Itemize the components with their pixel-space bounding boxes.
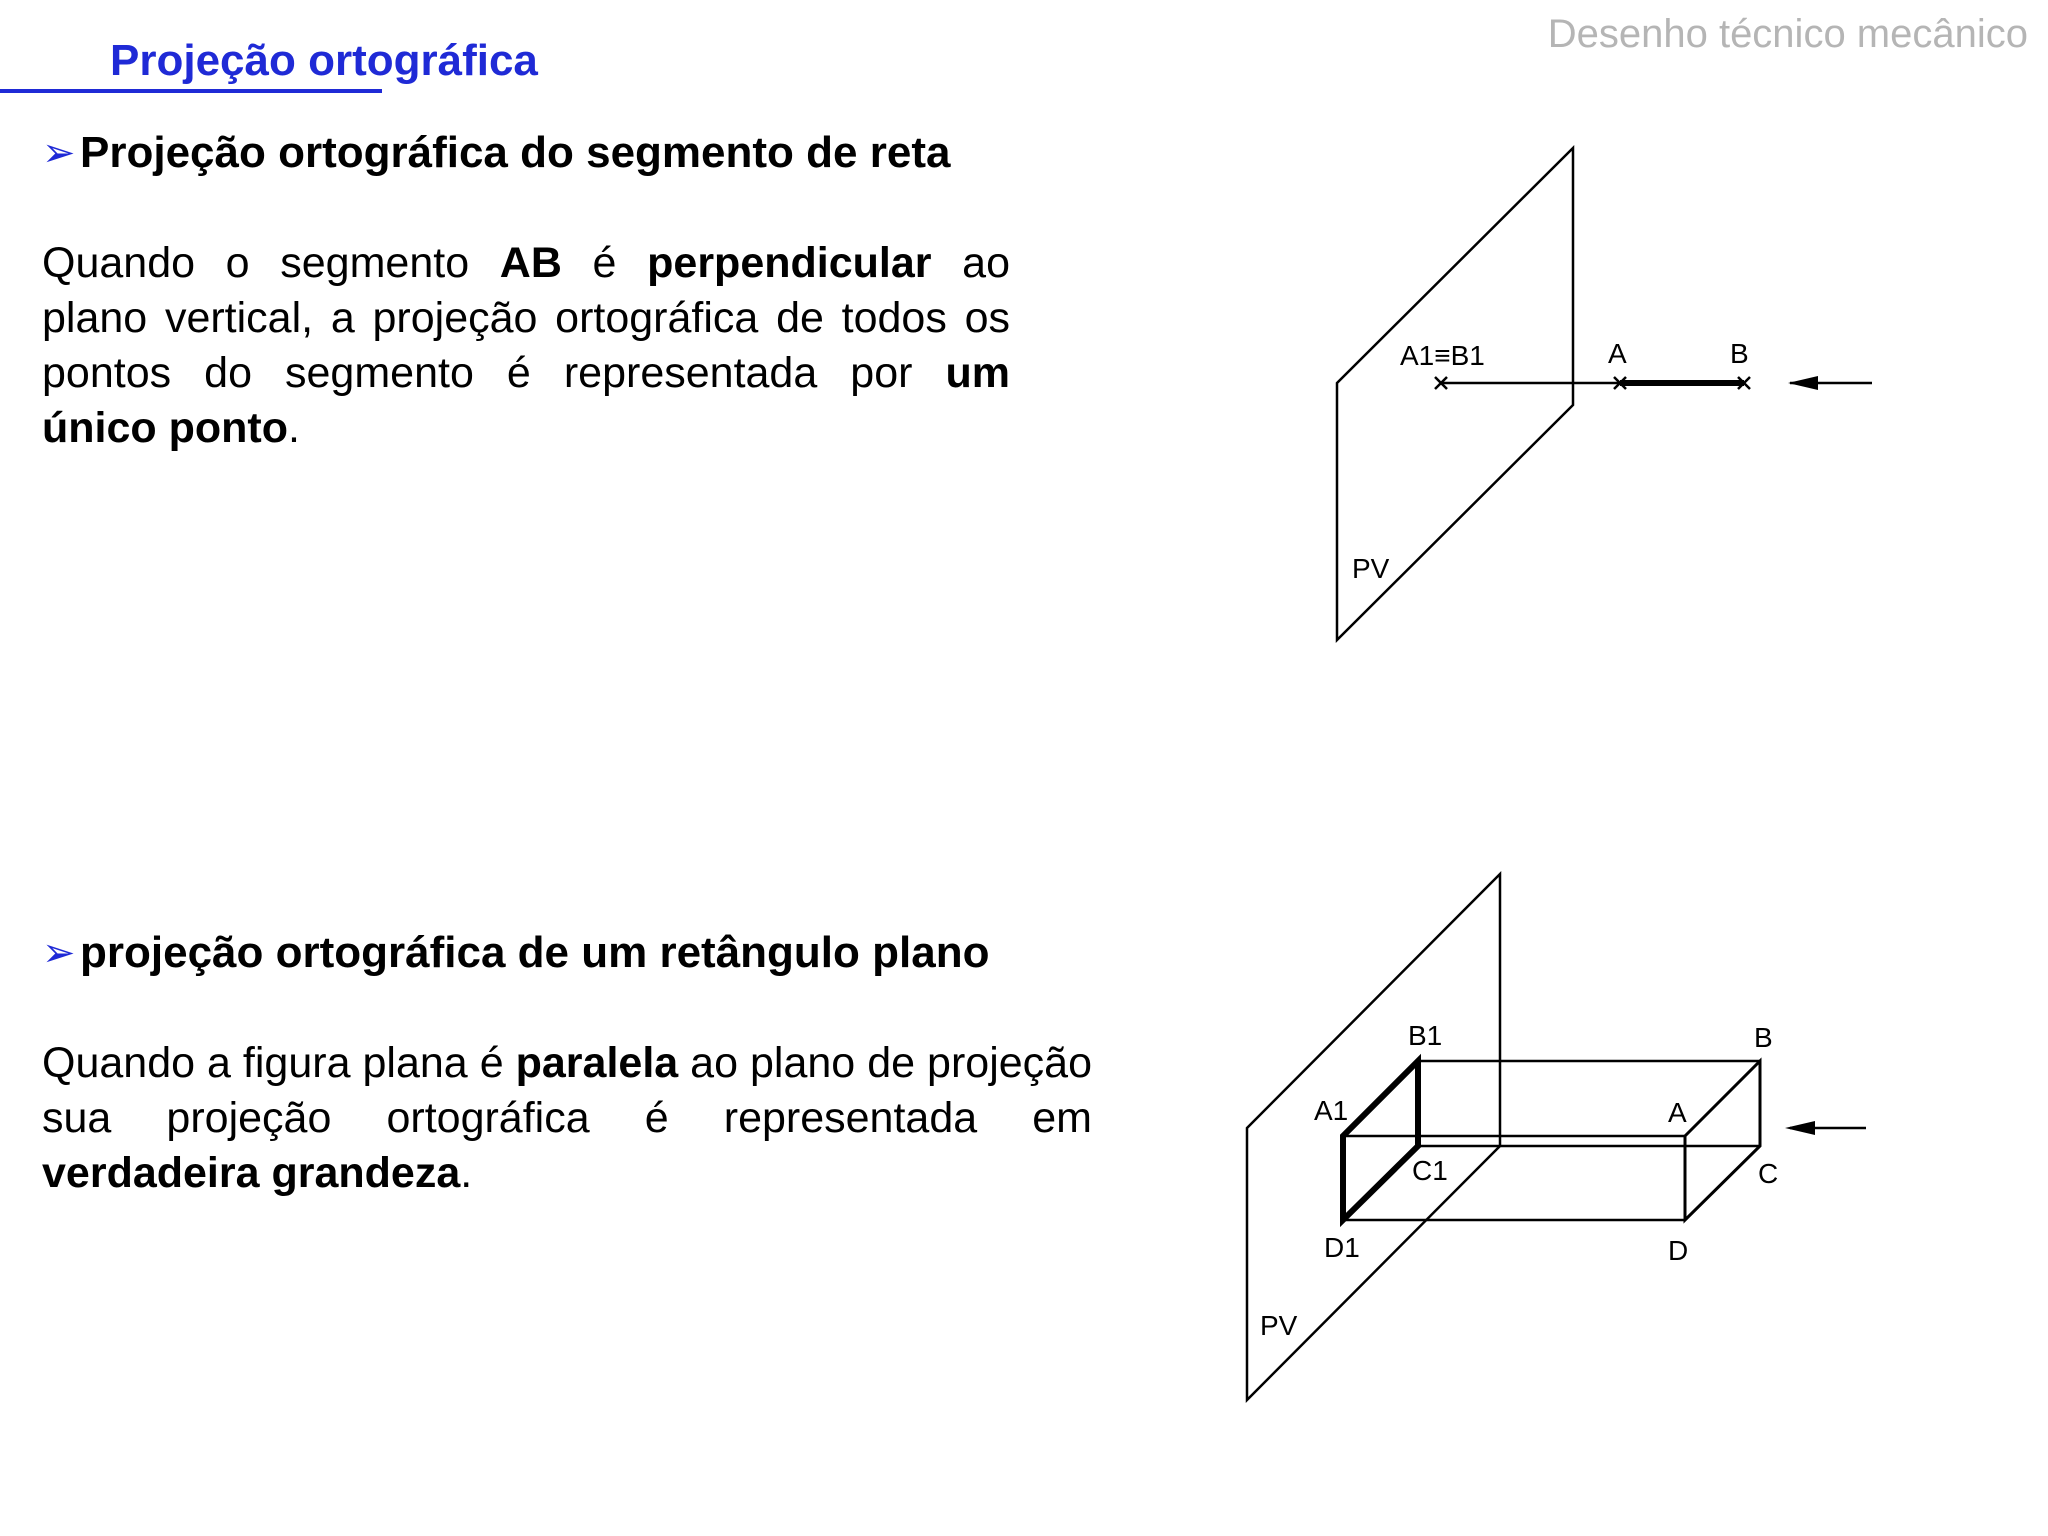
paragraph-segment: [42, 236, 1010, 456]
section-heading-text: projeção ortográfica de um retângulo plano: [80, 928, 990, 977]
label-a1: A1: [1314, 1095, 1349, 1126]
label-d1: D1: [1324, 1232, 1360, 1263]
text-run: ao plano de projeção sua projeção ortográfica é representada em: [42, 1039, 1092, 1142]
point-marker: [1614, 377, 1626, 389]
section-heading-text: Projeção ortográfica do segmento de reta: [80, 128, 951, 177]
course-name: Desenho técnico mecânico: [1547, 12, 2028, 56]
bold-run: paralela: [515, 1039, 679, 1087]
projection-a1b1c1d1: [1343, 1061, 1418, 1220]
view-arrow-icon: [1785, 1121, 1815, 1135]
text-run: .: [460, 1149, 473, 1197]
text-run: .: [288, 404, 300, 452]
bold-run: verdadeira grandeza: [42, 1149, 461, 1197]
vertical-plane: [1247, 874, 1500, 1400]
section-heading-segment: [42, 128, 950, 178]
bold-run: perpendicular: [647, 239, 932, 287]
text-run: Quando o segmento: [42, 239, 500, 287]
rectangle-abcd: [1685, 1061, 1760, 1220]
label-b: B: [1730, 338, 1749, 369]
point-marker: [1738, 377, 1750, 389]
point-marker: [1435, 377, 1447, 389]
section-heading-rectangle: [42, 928, 989, 978]
label-d: D: [1668, 1235, 1689, 1266]
label-c: C: [1758, 1158, 1779, 1189]
label-pv: PV: [1352, 553, 1390, 584]
label-b1: B1: [1408, 1020, 1443, 1051]
view-arrow-icon: [1788, 376, 1818, 390]
label-c1: C1: [1412, 1155, 1448, 1186]
label-a1-b1: A1≡B1: [1400, 340, 1485, 371]
label-a: A: [1608, 338, 1627, 369]
bullet-arrow-icon: ➢: [42, 131, 76, 175]
paragraph-rectangle: [42, 1036, 1092, 1201]
label-pv: PV: [1260, 1310, 1298, 1341]
text-run: é: [561, 239, 648, 287]
page-title: Projeção ortográfica: [110, 36, 538, 85]
text-run: Quando a figura plana é: [42, 1039, 516, 1087]
bold-run: um único ponto: [42, 349, 1010, 452]
vertical-plane: [1337, 148, 1573, 640]
bullet-arrow-icon: ➢: [42, 931, 76, 975]
title-underline: [0, 89, 382, 93]
text-run: ao plano vertical, a projeção ortográfica de todos os pontos do segmento é representada por: [42, 239, 1010, 397]
label-a: A: [1668, 1097, 1687, 1128]
label-b: B: [1754, 1022, 1773, 1053]
bold-run: AB: [499, 239, 562, 287]
